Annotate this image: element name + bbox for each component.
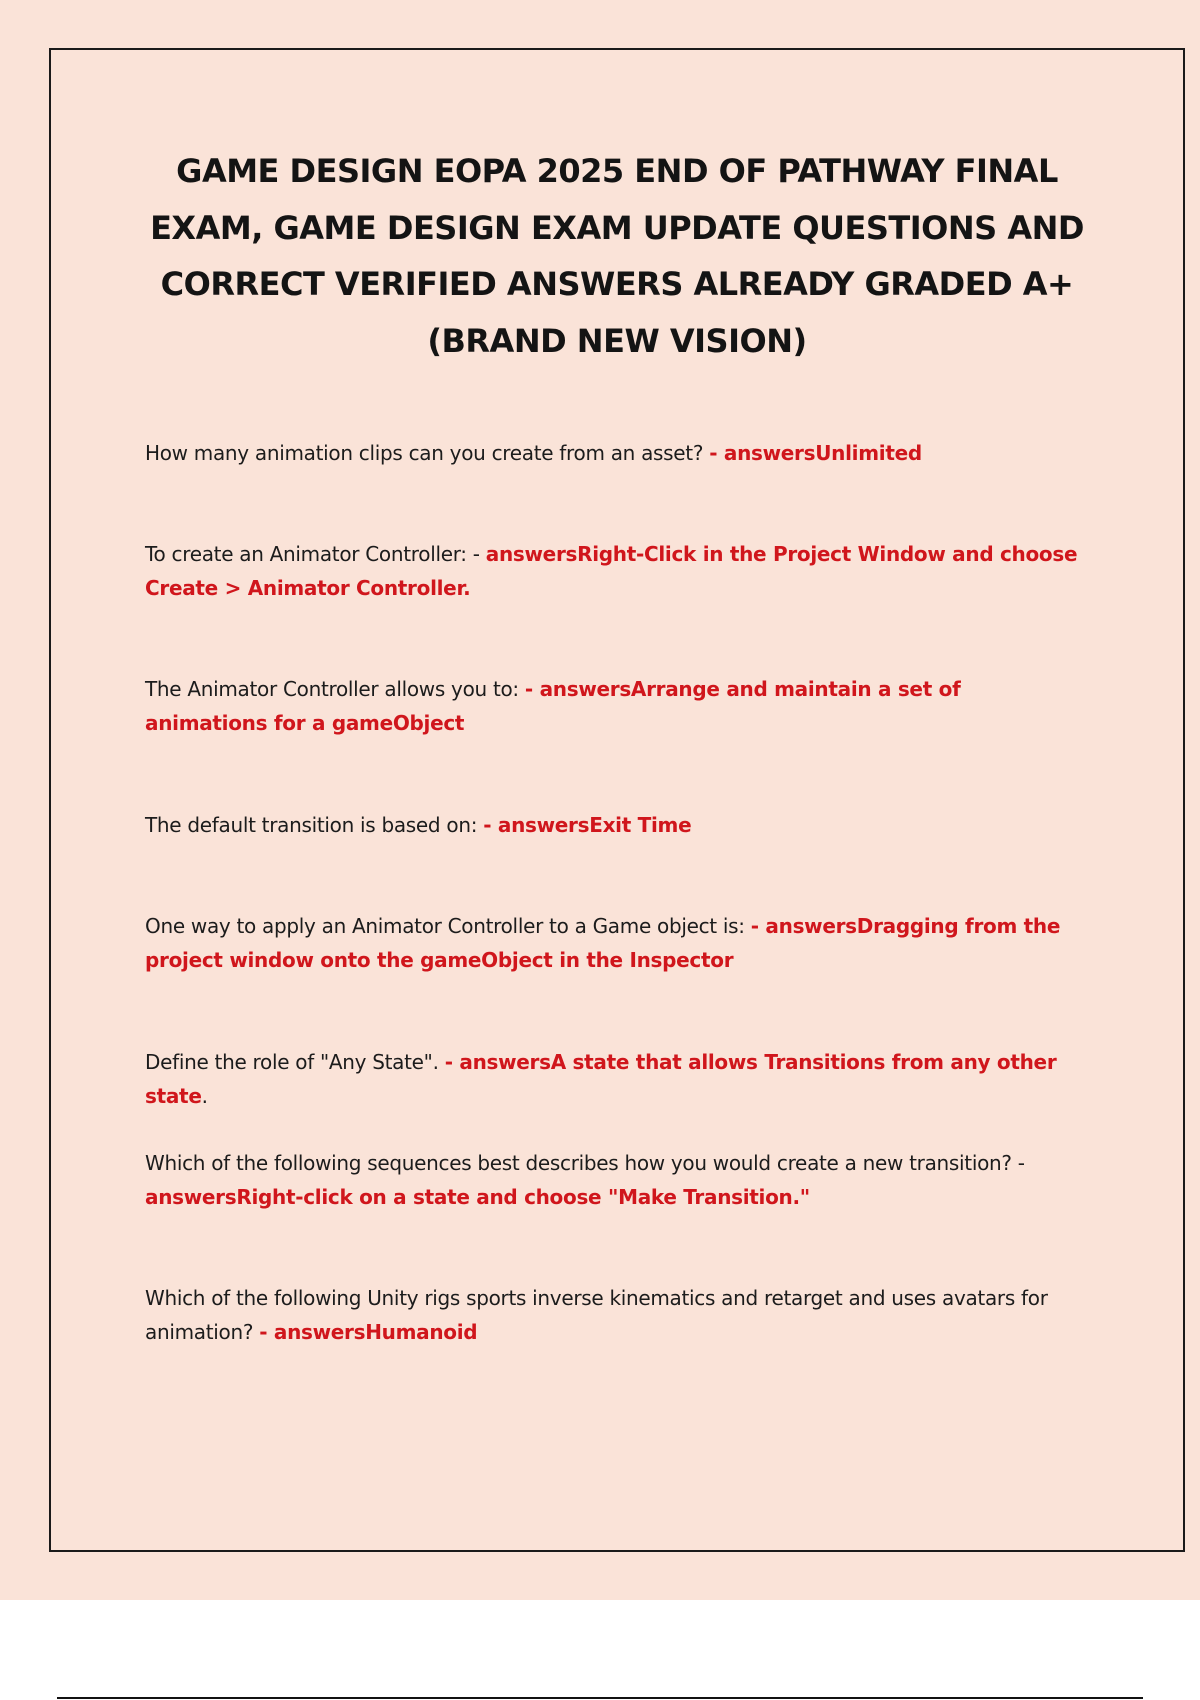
page-break-rule: [57, 1697, 1143, 1699]
answer-text: - answersA state that allows Transitions from any other state: [145, 1050, 1057, 1108]
qa-item: [145, 537, 1085, 605]
qa-item: [145, 909, 1085, 977]
answer-text: answersRight-click on a state and choose "Make Transition.": [145, 1185, 810, 1209]
qa-item: [145, 1281, 1085, 1349]
question-text: One way to apply an Animator Controller to a Game object is:: [145, 914, 751, 938]
question-text: Define the role of "Any State".: [145, 1050, 445, 1074]
answer-text: - answersDragging from the project window onto the gameObject in the Inspector: [145, 914, 1061, 972]
answer-text: - answersExit Time: [483, 813, 692, 837]
qa-item: [145, 1146, 1085, 1214]
question-text: Which of the following Unity rigs sports inverse kinematics and retarget and uses avatars for animation?: [145, 1286, 1048, 1344]
answer-text: - answersHumanoid: [259, 1320, 478, 1344]
qa-item: [145, 808, 1085, 842]
answer-text: - answersArrange and maintain a set of animations for a gameObject: [145, 677, 961, 735]
question-text: To create an Animator Controller: -: [145, 542, 486, 566]
answer-text: - answersUnlimited: [709, 441, 922, 465]
document-title: GAME DESIGN EOPA 2025 END OF PATHWAY FINAL EXAM, GAME DESIGN EXAM UPDATE QUESTIONS AND CORRECT VERIFIED ANSWERS ALREADY GRADED A+ (BRAND NEW VISION): [150, 152, 1084, 360]
question-text: How many animation clips can you create from an asset?: [145, 441, 710, 465]
question-text: Which of the following sequences best describes how you would create a new transition? -: [145, 1151, 1025, 1175]
qa-item: [145, 1045, 1085, 1113]
qa-item: [145, 436, 1085, 470]
question-text: The Animator Controller allows you to:: [145, 677, 525, 701]
qa-item: [145, 672, 1085, 740]
answer-text: answersRight-Click in the Project Window and choose Create > Animator Controller.: [145, 542, 1078, 600]
question-text: The default transition is based on:: [145, 813, 484, 837]
answer-tail: .: [201, 1084, 208, 1108]
